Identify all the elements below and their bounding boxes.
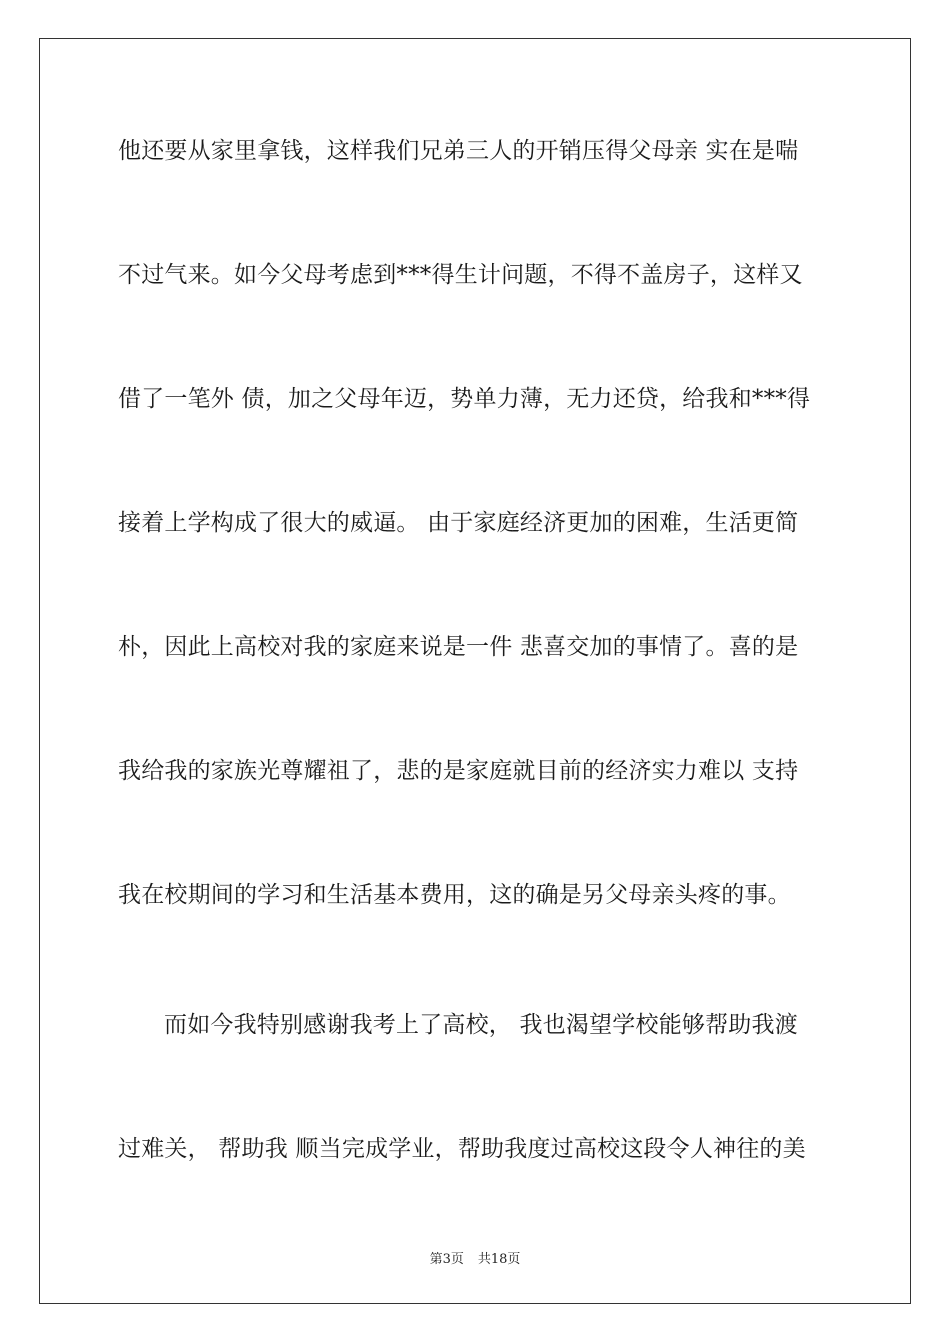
- total-pages: 共18页: [477, 1252, 521, 1267]
- text-line: 我在校期间的学习和生活基本费用，这的确是另父母亲头疼的事。: [118, 882, 791, 908]
- text-line: 接着上学构成了很大的威逼。 由于家庭经济更加的困难，生活更简: [118, 510, 799, 536]
- text-line: 不过气来。如今父母考虑到***得生计问题，不得不盖房子，这样又: [118, 262, 803, 288]
- text-line: 朴，因此上高校对我的家庭来说是一件 悲喜交加的事情了。喜的是: [118, 634, 799, 660]
- page-footer: [0, 1248, 950, 1267]
- page-border: [39, 38, 911, 1304]
- text-line: 借了一笔外 债，加之父母年迈，势单力薄，无力还贷，给我和***得: [118, 386, 811, 412]
- text-line: 过难关， 帮助我 顺当完成学业，帮助我度过高校这段令人神往的美: [118, 1136, 806, 1162]
- paragraph-first-line: 而如今我特别感谢我考上了高校， 我也渴望学校能够帮助我渡: [164, 1012, 798, 1038]
- text-line: 我给我的家族光尊耀祖了，悲的是家庭就目前的经济实力难以 支持: [118, 758, 799, 784]
- text-line: 他还要从家里拿钱，这样我们兄弟三人的开销压得父母亲 实在是喘: [118, 138, 799, 164]
- page-number: 第3页: [429, 1252, 464, 1267]
